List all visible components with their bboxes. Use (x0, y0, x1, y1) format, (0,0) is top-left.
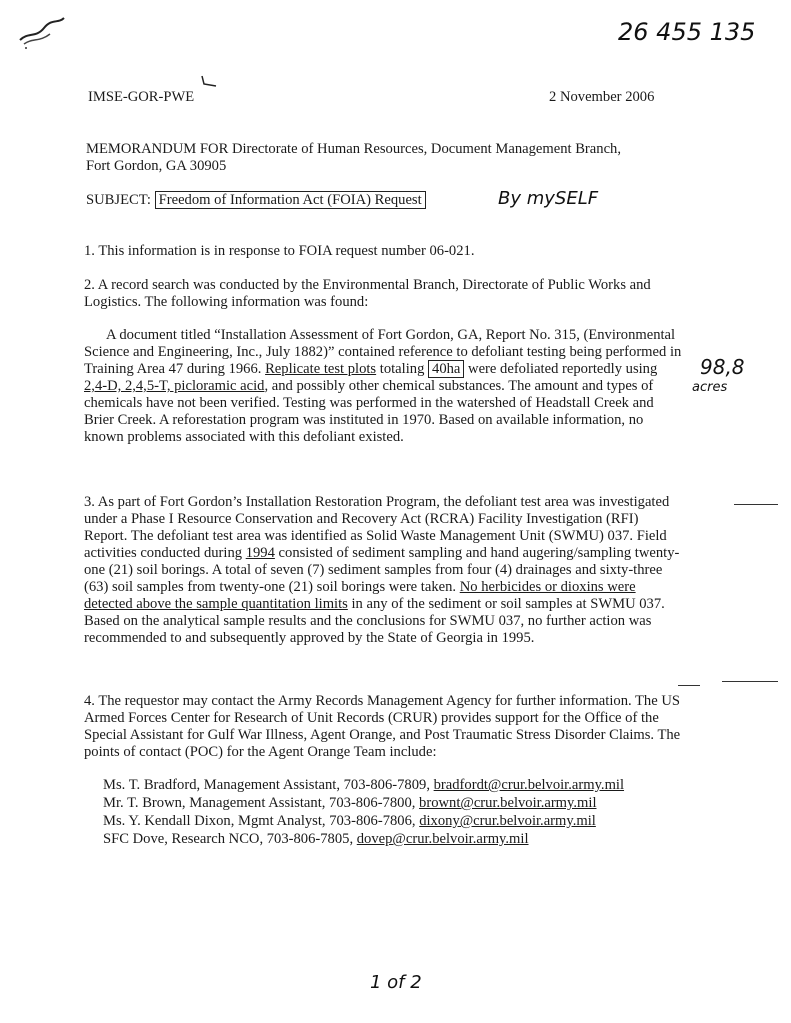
handwritten-page-number: 1 of 2 (370, 972, 422, 993)
p2a-area: 40ha (428, 360, 464, 378)
p3-year: 1994 (245, 545, 275, 561)
office-symbol: IMSE-GOR-PWE (88, 89, 195, 105)
contact-email-link[interactable]: brownt@crur.belvoir.army.mil (419, 795, 597, 811)
contact-line (103, 831, 529, 848)
paragraph-3 (84, 494, 684, 647)
subject-label: SUBJECT: (86, 192, 151, 208)
margin-dash (734, 504, 778, 505)
contact-email-link[interactable]: dixony@crur.belvoir.army.mil (419, 813, 596, 829)
margin-dash (722, 681, 778, 682)
p3-text-3: in any of the sediment or soil samples at SWMU 037. Based on the analytical sample results and the conclusions for SWMU 037, no further action was recommended to and subsequently approved by the State of Georgia in 1995. (84, 596, 665, 646)
scribble-mark-icon (14, 10, 74, 50)
paragraph-1: 1. This information is in response to FOIA request number 06-021. (84, 243, 475, 259)
p2a-text-2: were defoliated reportedly using (464, 361, 658, 377)
p2a-text-1: A document titled “Installation Assessment of Fort Gordon, GA, Report No. 315, (Environmental Science and Engineering, Inc., July 1882)” contained reference to defoliant testing being performed in Training Area 47 during 1966. (84, 327, 682, 377)
memo-date: 2 November 2006 (549, 89, 655, 105)
handwritten-check-icon (198, 74, 222, 92)
paragraph-4: 4. The requestor may contact the Army Records Management Agency for further information. The US Armed Forces Center for Research of Unit Records (CRUR) provides support for the Office of the Special Assistant for Gulf War Illness, Agent Orange, and Post Traumatic Stress Disorder Claims. The points of contact (POC) for the Agent Orange Team include: (84, 693, 681, 760)
p3-finding: No herbicides or dioxins were detected above the sample quantitation limits (84, 579, 636, 612)
handwritten-margin-value: 98,8 (700, 355, 745, 379)
contact-email-link[interactable]: dovep@crur.belvoir.army.mil (356, 831, 529, 847)
memo-for-line-2: Fort Gordon, GA 30905 (86, 158, 227, 174)
margin-dash (678, 685, 700, 686)
contact-text: Ms. T. Bradford, Management Assistant, 703-806-7809, (103, 777, 434, 793)
p3-text-2: consisted of sediment sampling and hand augering/sampling twenty-one (21) soil borings. A total of seven (7) sediment samples from four (4) drainages and sixty-three (63) soil samples from twenty-one (21) soil borings were taken. (84, 545, 680, 595)
handwritten-doc-number: 26 455 135 (618, 18, 756, 46)
paragraph-2: 2. A record search was conducted by the Environmental Branch, Directorate of Public Works and Logistics. The following information was found: (84, 277, 651, 310)
p2a-text-3: , and possibly other chemical substances. The amount and types of chemicals have not been verified. Testing was performed in the watershed of Headstall Creek and Brier Creek. A reforestation program was instituted in 1970. Based on available information, no known problems associated with this defoliant existed. (84, 378, 654, 445)
p2a-replicate: Replicate test plots (265, 361, 377, 377)
handwritten-margin-unit: acres (692, 380, 728, 395)
handwritten-by-myself: By mySELF (498, 188, 599, 209)
contact-email-link[interactable]: bradfordt@crur.belvoir.army.mil (433, 777, 625, 793)
memo-for-line-1: MEMORANDUM FOR Directorate of Human Resources, Document Management Branch, (86, 141, 621, 157)
contact-text: Ms. Y. Kendall Dixon, Mgmt Analyst, 703-806-7806, (103, 813, 420, 829)
p3-text-1: 3. As part of Fort Gordon’s Installation Restoration Program, the defoliant test area was investigated under a Phase I Resource Conservation and Recovery Act (RCRA) Facility Investigation (RFI) Report. The defoliant test area was identified as Solid Waste Management Unit (SWMU) 037. Field activities conducted during (84, 494, 670, 561)
contact-line (103, 777, 624, 794)
contact-line (103, 813, 596, 830)
p2a-totaling: totaling (376, 361, 429, 377)
subject-line (86, 192, 426, 209)
contact-text: SFC Dove, Research NCO, 703-806-7805, (103, 831, 357, 847)
contact-text: Mr. T. Brown, Management Assistant, 703-806-7800, (103, 795, 420, 811)
contact-line (103, 795, 597, 812)
paragraph-2a (84, 327, 684, 446)
subject-value: Freedom of Information Act (FOIA) Request (155, 191, 426, 209)
p2a-chemicals: 2,4-D, 2,4,5-T, picloramic acid (84, 378, 265, 394)
